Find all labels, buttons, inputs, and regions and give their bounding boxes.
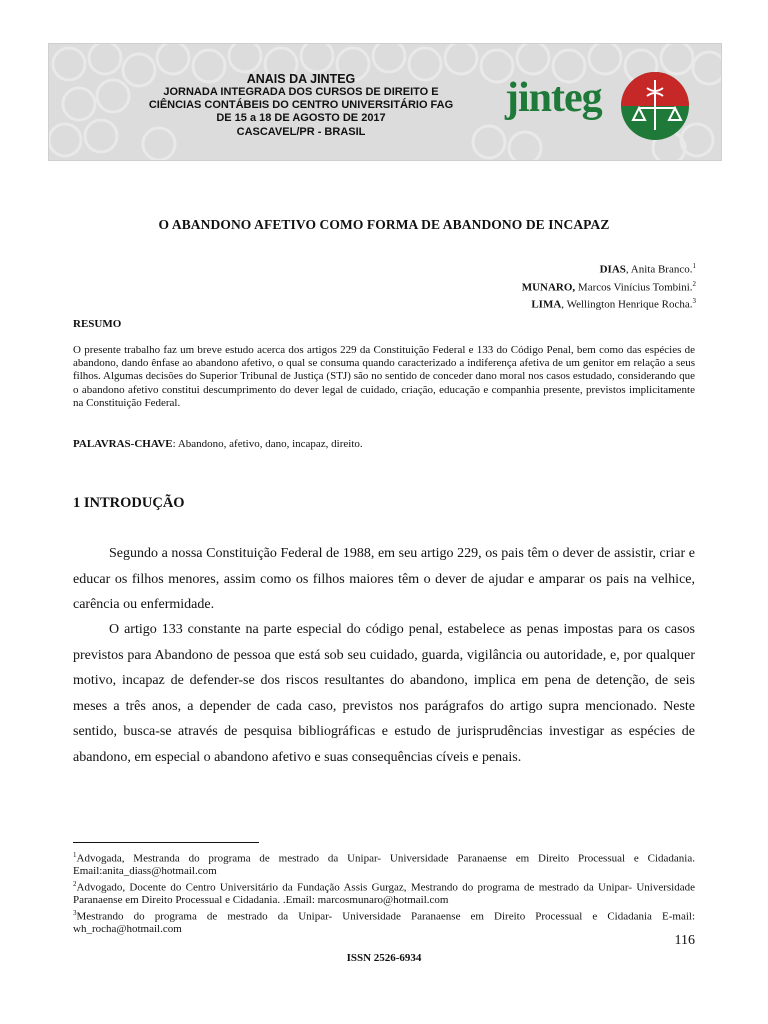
footnote-text: Mestrando do programa de mestrado da Unipar- Universidade Paranaense em Direito Processual e Cidadania E-mail: wh_rocha@hotmail.com [73,910,695,935]
keywords [73,438,363,450]
footnote-mark: 2 [692,279,696,288]
event-header-text [121,72,481,139]
footnote-mark: 2 [73,879,77,888]
jinteg-logo [505,60,715,152]
footnote [73,907,695,936]
footnote-text: Advogada, Mestranda do programa de mestrado da Unipar- Universidade Paranaense em Direito Processual e Cidadania. Email:anita_diass@hotmail.com [73,852,695,878]
paper-title: O ABANDONO AFETIVO COMO FORMA DE ABANDONO DE INCAPAZ [158,217,610,232]
abstract-heading: RESUMO [73,318,122,330]
author-name: , Wellington Henrique Rocha. [561,298,693,311]
author-list [522,259,696,312]
keywords-list: : Abandono, afetivo, dano, incapaz, direito. [172,438,363,450]
event-location: CASCAVEL/PR - BRASIL [236,125,366,138]
footnotes [73,849,695,936]
logo-wordmark: jinteg [505,75,602,121]
footnote-mark: 1 [692,262,696,270]
issn: ISSN 2526-6934 [346,952,422,964]
author-surname: MUNARO, [521,281,576,294]
footnote [73,878,695,907]
footnote-mark: 1 [73,851,77,859]
author-surname: LIMA [531,298,562,311]
author-name: Marcos Vinícius Tombini. [575,281,693,294]
footnote [73,849,695,878]
body-paragraph: O artigo 133 constante na parte especial do código penal, estabelece as penas impostas para os casos previstos para Abandono de pessoa que está sob seu cuidado, guarda, vigilância ou autoridade, e, por qualquer motivo, incapaz de defender-se dos riscos resultantes do abandono, implica em pena de detenção, de seis meses a três anos, a depender de cada caso, previstos nos parágrafos do artigo supra mencionado. Neste sentido, busca-se através de pesquisa bibliográficas e estudo de jurisprudências investigar as espécies de abandono, em especial o abandono afetivo e suas consequências cíveis e penais. [73,622,695,765]
page-number: 116 [674,933,695,948]
footnote-mark: 3 [692,297,696,306]
author-entry [522,277,696,295]
footnote-divider [73,842,259,843]
event-dates: DE 15 a 18 DE AGOSTO DE 2017 [216,112,386,125]
keywords-label: PALAVRAS-CHAVE [73,438,173,450]
body-paragraph: Segundo a nossa Constituição Federal de 1988, em seu artigo 229, os pais têm o dever de assistir, criar e educar os filhos menores, assim como os filhos maiores têm o dever de ajudar e amparar os pais na velhice, carência ou enfermidade. [73,546,695,612]
law-emblem-icon [617,68,693,144]
event-line-3: CIÊNCIAS CONTÁBEIS DO CENTRO UNIVERSITÁRIO FAG [148,99,454,112]
abstract-text: O presente trabalho faz um breve estudo acerca dos artigos 229 da Constituição Federal e 133 do Código Penal, bem como das espécies de abandono, dando ênfase ao abandono afetivo, o qual se consuma quando caracterizado a indiferença afetiva de um genitor em relação a seus filhos. Algumas decisões do Superior Tribunal de Justiça (STJ) são no sentido de conceder dano moral nos casos estudado, considerando que o abandono afetivo constitui descumprimento do dever legal de cuidado, criação, educação e companhia presente, previstos implicitamente na Constituição Federal. [73,344,695,409]
footnote-mark: 3 [73,908,77,917]
author-entry [522,294,696,312]
event-line-2: JORNADA INTEGRADA DOS CURSOS DE DIREITO E [163,86,439,98]
author-entry [522,259,696,277]
header-banner [48,43,722,161]
author-name: , Anita Branco. [625,263,693,276]
event-name: ANAIS DA JINTEG [246,72,356,86]
section-heading: 1 INTRODUÇÃO [73,495,185,511]
footnote-text: Advogado, Docente do Centro Universitário da Fundação Assis Gurgaz, Mestrando do programa de mestrado da Unipar- Universidade Paranaense em Direito Processual e Cidadania. .Email: marcosmunaro@hotmail.com [73,881,695,907]
author-surname: DIAS [599,263,626,276]
